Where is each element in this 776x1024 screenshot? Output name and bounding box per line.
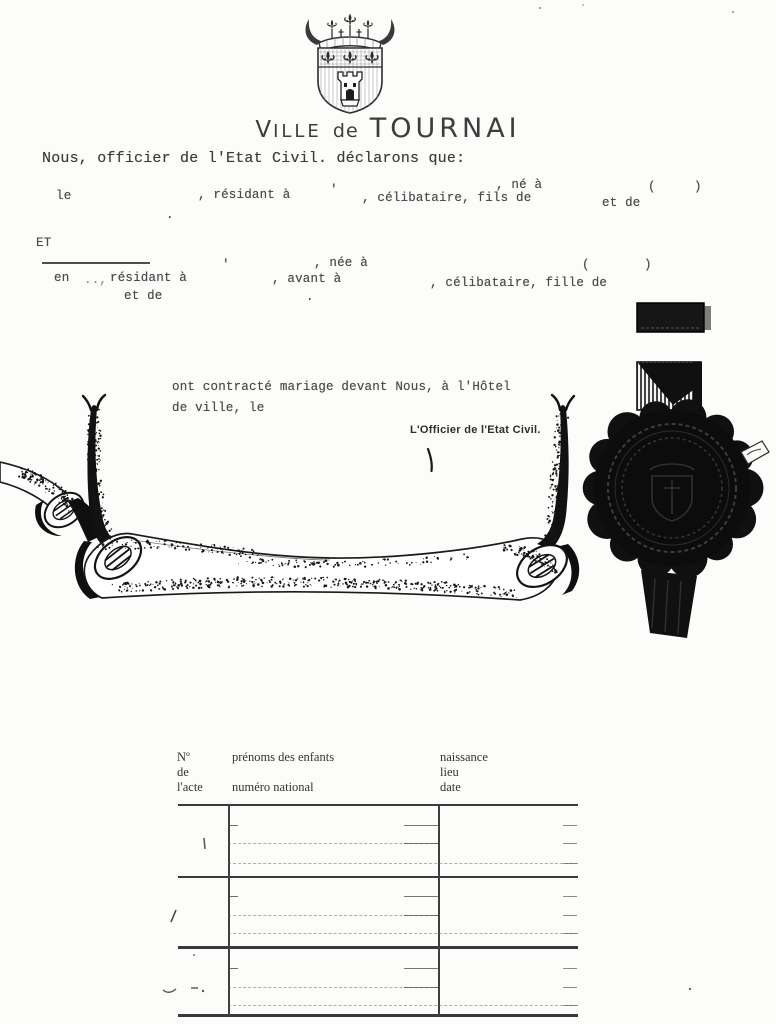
- bride-avant: , avant à: [272, 272, 342, 286]
- ruled-line-dash: [563, 1005, 577, 1006]
- marriage-line-2: de ville, le: [172, 401, 265, 415]
- black-wax-seal-icon: [570, 295, 776, 645]
- pen-squiggle: [163, 989, 176, 992]
- groom-dot: .: [166, 208, 174, 222]
- title-de: de: [332, 120, 359, 142]
- bride-paren-close: ): [644, 258, 652, 272]
- bride-residant: résidant à: [110, 271, 188, 285]
- groom-apostrophe: ': [330, 183, 338, 197]
- connector-et: ET: [36, 236, 52, 250]
- ruled-line-tick: [228, 968, 238, 969]
- marriage-line-1: ont contracté mariage devant Nous, à l'Hôtel: [172, 380, 511, 394]
- ruled-line: [228, 1005, 578, 1006]
- bride-dot: .: [306, 290, 314, 304]
- officer-label: L'Officier de l'Etat Civil.: [410, 424, 541, 436]
- groom-paren-open: (: [648, 180, 656, 194]
- bride-et-de: et de: [124, 289, 163, 303]
- title-ville-initial: V: [255, 117, 274, 143]
- groom-residant: , résidant à: [198, 188, 291, 202]
- pen-tick: [204, 838, 205, 849]
- groom-ne-a: , né à: [496, 178, 543, 192]
- ruled-line-dash: [563, 987, 577, 988]
- ruled-line-segment: [404, 825, 438, 826]
- ruled-line-segment: [404, 843, 438, 844]
- bride-paren-open: (: [582, 258, 590, 272]
- ruled-line-dash: [563, 863, 577, 864]
- scan-speck: [689, 988, 691, 990]
- col3-header-line2: lieu: [440, 765, 459, 779]
- ruled-line-dash: [563, 843, 577, 844]
- ruled-line-tick: [228, 896, 238, 897]
- table-bottom-rule: [178, 1014, 578, 1017]
- table-top-rule: [178, 804, 578, 806]
- ruled-line-segment: [404, 896, 438, 897]
- ruled-line-tick: [228, 825, 238, 826]
- table-column-divider: [438, 804, 440, 1016]
- ruled-line-dash: [563, 968, 577, 969]
- col2-header-bottom: numéro national: [232, 780, 314, 794]
- bride-faint-dots: ..,: [84, 273, 108, 287]
- ruled-line-dash: [563, 933, 577, 934]
- scan-speck: [582, 4, 584, 6]
- bride-nee-a: , née à: [314, 256, 368, 270]
- ruled-line-segment: [404, 968, 438, 969]
- ruled-line: [228, 863, 578, 864]
- title-ville-rest: ILLE: [273, 121, 322, 142]
- ruled-line-dash: [563, 825, 577, 826]
- scan-speck: [539, 7, 541, 9]
- groom-et-de: et de: [602, 196, 641, 210]
- declaration-intro: Nous, officier de l'Etat Civil. déclarons que:: [42, 150, 466, 167]
- tournai-coat-of-arms-icon: [293, 3, 407, 115]
- seal-ribbon-tail: [641, 570, 697, 638]
- scan-speck: [732, 11, 734, 13]
- ruled-line-dash: [563, 915, 577, 916]
- table-row-separator: [178, 876, 578, 878]
- table-row-separator: [178, 946, 578, 949]
- pen-dot: [202, 990, 204, 992]
- engraved-scroll-banner-icon: [0, 395, 612, 640]
- groom-le: le: [56, 189, 72, 203]
- col1-header-line3: l'acte: [177, 780, 203, 794]
- pen-slash: [171, 910, 176, 922]
- col1-header-line2: de: [177, 765, 189, 779]
- col3-header-line1: naissance: [440, 750, 488, 764]
- typed-underline: [42, 262, 150, 264]
- table-column-divider: [228, 804, 230, 1016]
- ruled-line-dash: [563, 896, 577, 897]
- ruled-line-segment: [404, 915, 438, 916]
- col2-header-top: prénoms des enfants: [232, 750, 335, 764]
- title-tournai: TOURNAI: [369, 113, 521, 144]
- page-title: [0, 113, 776, 144]
- col3-header-line3: date: [440, 780, 461, 794]
- bride-en: en: [54, 271, 70, 285]
- pen-dot: [193, 954, 195, 956]
- bride-apostrophe: ': [222, 258, 230, 272]
- ruled-line-segment: [404, 987, 438, 988]
- groom-celibataire: , célibataire, fils de: [362, 191, 532, 205]
- bride-celibataire: , célibataire, fille de: [430, 276, 608, 290]
- groom-paren-close: ): [694, 180, 702, 194]
- ruled-line: [228, 933, 578, 934]
- col1-header-line1: Nº: [177, 750, 190, 764]
